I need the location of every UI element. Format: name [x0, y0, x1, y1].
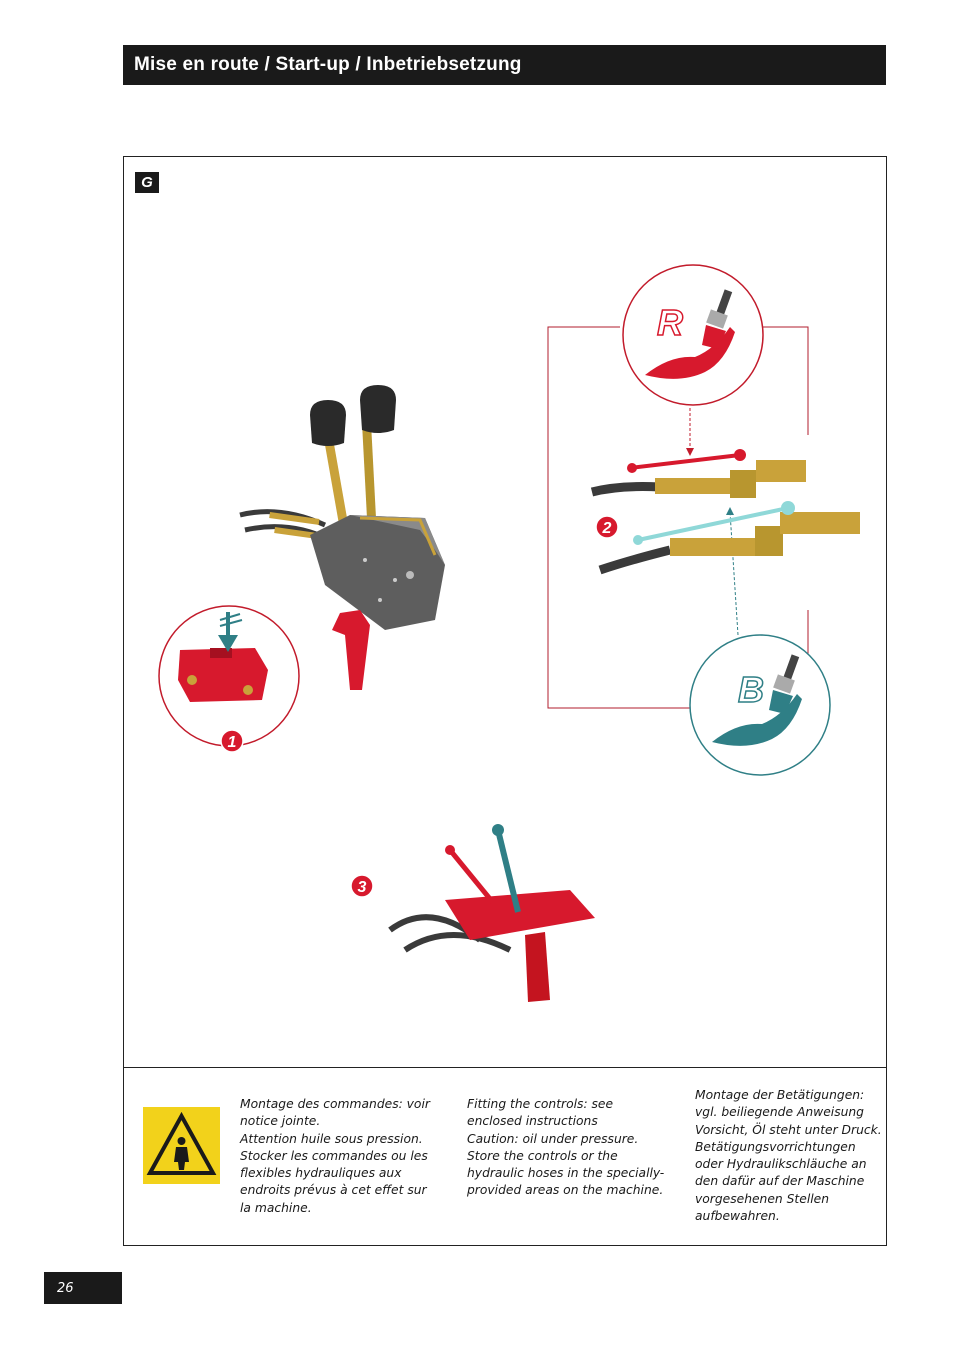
header-title: Mise en route / Start-up / Inbetriebsetzung [134, 54, 522, 75]
controls-illustration [150, 250, 870, 1030]
blue-color-label: B [738, 669, 764, 710]
detail-circle-red [623, 265, 763, 405]
detail-circle-blue [690, 635, 830, 775]
pressure-warning-icon [143, 1107, 220, 1184]
instructions-english: Fitting the controls: see enclosed instructions Caution: oil under pressure. Store the controls or the hydraulic hoses in the specially-provided areas on the machine. [467, 1097, 665, 1198]
callout-2: 2 [602, 520, 612, 537]
frame-divider [124, 1067, 886, 1068]
instructions-french: Montage des commandes: voir notice jointe. Attention huile sous pression. Stocker les commandes ou les flexibles hydrauliques aux endroits prévus à cet effet sur la machine. [240, 1097, 430, 1215]
hydraulic-hoses-image [592, 449, 860, 570]
instructions-german: Montage der Betätigungen: vgl. beiliegende Anweisung Vorsicht, Öl steht unter Druck. Betätigungsvorrichtungen oder Hydraulikschläuche an den dafür auf der Maschine vorgesehenen Stellen aufbewahren. [695, 1088, 882, 1224]
page-number: 26 [44, 1272, 122, 1304]
detail-circle-1 [159, 606, 299, 752]
storage-bracket-image [351, 824, 595, 1002]
callout-1: 1 [227, 734, 237, 751]
callout-3: 3 [357, 879, 367, 896]
page-header [123, 45, 886, 85]
red-color-label: R [657, 302, 683, 343]
section-letter-badge: G [135, 172, 159, 193]
